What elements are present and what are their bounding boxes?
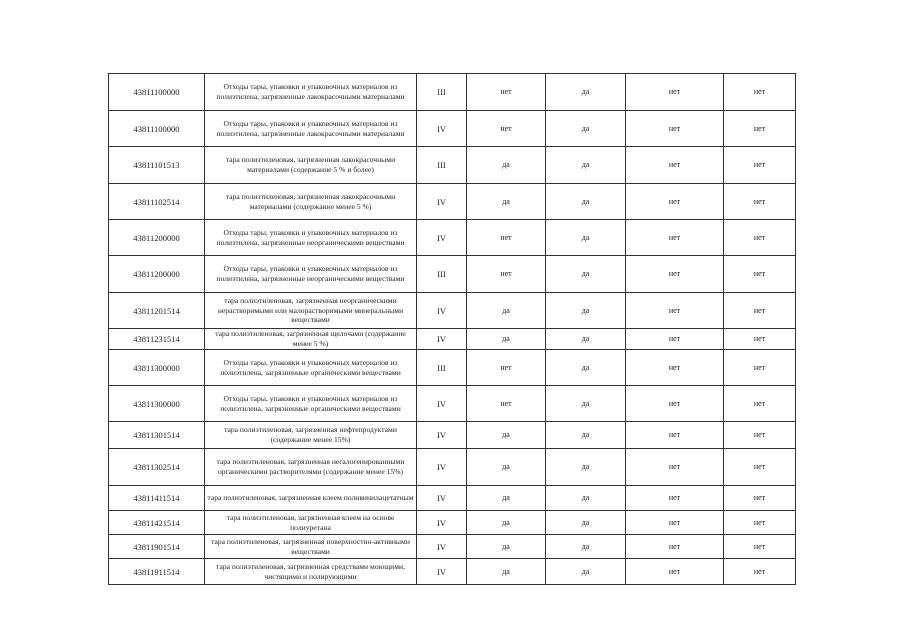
flag-cell-2: да — [546, 535, 626, 559]
hazard-class-cell: IV — [417, 449, 467, 486]
flag-cell-3: нет — [626, 147, 724, 184]
table-row — [109, 350, 796, 386]
flag-cell-3: нет — [626, 559, 724, 585]
flag-cell-1: нет — [467, 256, 546, 293]
hazard-class-cell: IV — [417, 220, 467, 256]
table-row — [109, 74, 796, 111]
description-cell: Отходы тары, упаковки и упаковочных материалов из полиэтилена, загрязненные органическими веществами — [205, 386, 417, 422]
flag-cell-1: да — [467, 329, 546, 350]
flag-cell-2: да — [546, 220, 626, 256]
description-cell: Отходы тары, упаковки и упаковочных материалов из полиэтилена, загрязненные органическими веществами — [205, 350, 417, 386]
flag-cell-4: нет — [724, 449, 796, 486]
description-cell: Отходы тары, упаковки и упаковочных материалов из полиэтилена, загрязненные неорганическими веществами — [205, 256, 417, 293]
code-cell: 43811300000 — [109, 350, 205, 386]
description-cell: тара полиэтиленовая, загрязненная неорганическими нерастворимыми или малорастворимыми минеральными веществами — [205, 293, 417, 329]
description-cell: Отходы тары, упаковки и упаковочных материалов из полиэтилена, загрязненные лакокрасочными материалами — [205, 111, 417, 147]
flag-cell-4: нет — [724, 147, 796, 184]
flag-cell-1: нет — [467, 74, 546, 111]
table-row — [109, 449, 796, 486]
flag-cell-2: да — [546, 559, 626, 585]
table-row — [109, 111, 796, 147]
flag-cell-1: да — [467, 184, 546, 220]
flag-cell-4: нет — [724, 74, 796, 111]
flag-cell-3: нет — [626, 220, 724, 256]
table-row — [109, 329, 796, 350]
table-row — [109, 184, 796, 220]
table-row — [109, 220, 796, 256]
flag-cell-4: нет — [724, 511, 796, 535]
code-cell: 43811411514 — [109, 486, 205, 511]
flag-cell-3: нет — [626, 422, 724, 449]
flag-cell-3: нет — [626, 486, 724, 511]
flag-cell-1: да — [467, 559, 546, 585]
code-cell: 43811901514 — [109, 535, 205, 559]
hazard-class-cell: IV — [417, 422, 467, 449]
table-row — [109, 147, 796, 184]
hazard-class-cell: III — [417, 256, 467, 293]
flag-cell-1: нет — [467, 350, 546, 386]
flag-cell-4: нет — [724, 256, 796, 293]
flag-cell-4: нет — [724, 422, 796, 449]
description-cell: Отходы тары, упаковки и упаковочных материалов из полиэтилена, загрязненные неорганическими веществами — [205, 220, 417, 256]
flag-cell-3: нет — [626, 74, 724, 111]
flag-cell-2: да — [546, 329, 626, 350]
flag-cell-4: нет — [724, 486, 796, 511]
hazard-class-cell: IV — [417, 386, 467, 422]
flag-cell-4: нет — [724, 350, 796, 386]
description-cell: тара полиэтиленовая, загрязненная негалогенированными органическими растворителями (содержание менее 15%) — [205, 449, 417, 486]
table-row — [109, 293, 796, 329]
table-row — [109, 559, 796, 585]
table-row — [109, 386, 796, 422]
description-cell: тара полиэтиленовая, загрязненная клеем поливинилацетатным — [205, 486, 417, 511]
flag-cell-2: да — [546, 511, 626, 535]
flag-cell-3: нет — [626, 511, 724, 535]
hazard-class-cell: III — [417, 147, 467, 184]
hazard-class-cell: IV — [417, 111, 467, 147]
code-cell: 43811101513 — [109, 147, 205, 184]
flag-cell-4: нет — [724, 220, 796, 256]
code-cell: 43811911514 — [109, 559, 205, 585]
waste-classification-table — [108, 73, 796, 585]
code-cell: 43811301514 — [109, 422, 205, 449]
flag-cell-2: да — [546, 386, 626, 422]
code-cell: 43811302514 — [109, 449, 205, 486]
hazard-class-cell: III — [417, 350, 467, 386]
hazard-class-cell: IV — [417, 535, 467, 559]
flag-cell-3: нет — [626, 256, 724, 293]
flag-cell-4: нет — [724, 535, 796, 559]
flag-cell-4: нет — [724, 111, 796, 147]
description-cell: тара полиэтиленовая, загрязненная поверхностно-активными веществами — [205, 535, 417, 559]
table-row — [109, 535, 796, 559]
flag-cell-1: да — [467, 511, 546, 535]
hazard-class-cell: III — [417, 74, 467, 111]
flag-cell-1: да — [467, 422, 546, 449]
table-row — [109, 511, 796, 535]
flag-cell-1: нет — [467, 220, 546, 256]
flag-cell-2: да — [546, 486, 626, 511]
flag-cell-1: да — [467, 535, 546, 559]
hazard-class-cell: IV — [417, 329, 467, 350]
flag-cell-2: да — [546, 256, 626, 293]
flag-cell-2: да — [546, 147, 626, 184]
description-cell: тара полиэтиленовая, загрязненная средствами моющими, чистящими и полирующими — [205, 559, 417, 585]
flag-cell-3: нет — [626, 449, 724, 486]
hazard-class-cell: IV — [417, 184, 467, 220]
flag-cell-1: нет — [467, 111, 546, 147]
flag-cell-2: да — [546, 293, 626, 329]
table-row — [109, 422, 796, 449]
flag-cell-2: да — [546, 422, 626, 449]
description-cell: тара полиэтиленовая, загрязненная щелочами (содержание менее 5 %) — [205, 329, 417, 350]
flag-cell-2: да — [546, 111, 626, 147]
code-cell: 43811200000 — [109, 256, 205, 293]
flag-cell-4: нет — [724, 184, 796, 220]
flag-cell-4: нет — [724, 386, 796, 422]
code-cell: 43811300000 — [109, 386, 205, 422]
description-cell: тара полиэтиленовая, загрязненная нефтепродуктами (содержание менее 15%) — [205, 422, 417, 449]
flag-cell-2: да — [546, 184, 626, 220]
flag-cell-2: да — [546, 449, 626, 486]
flag-cell-3: нет — [626, 184, 724, 220]
flag-cell-3: нет — [626, 293, 724, 329]
code-cell: 43811201514 — [109, 293, 205, 329]
code-cell: 43811421514 — [109, 511, 205, 535]
flag-cell-2: да — [546, 350, 626, 386]
flag-cell-1: да — [467, 147, 546, 184]
flag-cell-1: да — [467, 449, 546, 486]
flag-cell-4: нет — [724, 329, 796, 350]
table-body — [109, 74, 796, 585]
description-cell: тара полиэтиленовая, загрязненная лакокрасочными материалами (содержание менее 5 %) — [205, 184, 417, 220]
code-cell: 43811200000 — [109, 220, 205, 256]
flag-cell-4: нет — [724, 559, 796, 585]
flag-cell-3: нет — [626, 329, 724, 350]
hazard-class-cell: IV — [417, 511, 467, 535]
hazard-class-cell: IV — [417, 559, 467, 585]
flag-cell-1: да — [467, 486, 546, 511]
table-row — [109, 486, 796, 511]
flag-cell-4: нет — [724, 293, 796, 329]
description-cell: тара полиэтиленовая, загрязненная лакокрасочными материалами (содержание 5 % и более) — [205, 147, 417, 184]
table-row — [109, 256, 796, 293]
flag-cell-3: нет — [626, 111, 724, 147]
description-cell: Отходы тары, упаковки и упаковочных материалов из полиэтилена, загрязненные лакокрасочными материалами — [205, 74, 417, 111]
flag-cell-1: нет — [467, 386, 546, 422]
code-cell: 43811231514 — [109, 329, 205, 350]
code-cell: 43811100000 — [109, 74, 205, 111]
code-cell: 43811102514 — [109, 184, 205, 220]
flag-cell-1: да — [467, 293, 546, 329]
description-cell: тара полиэтиленовая, загрязненная клеем на основе полиуретана — [205, 511, 417, 535]
hazard-class-cell: IV — [417, 486, 467, 511]
hazard-class-cell: IV — [417, 293, 467, 329]
flag-cell-3: нет — [626, 386, 724, 422]
code-cell: 43811100000 — [109, 111, 205, 147]
flag-cell-3: нет — [626, 350, 724, 386]
flag-cell-2: да — [546, 74, 626, 111]
flag-cell-3: нет — [626, 535, 724, 559]
